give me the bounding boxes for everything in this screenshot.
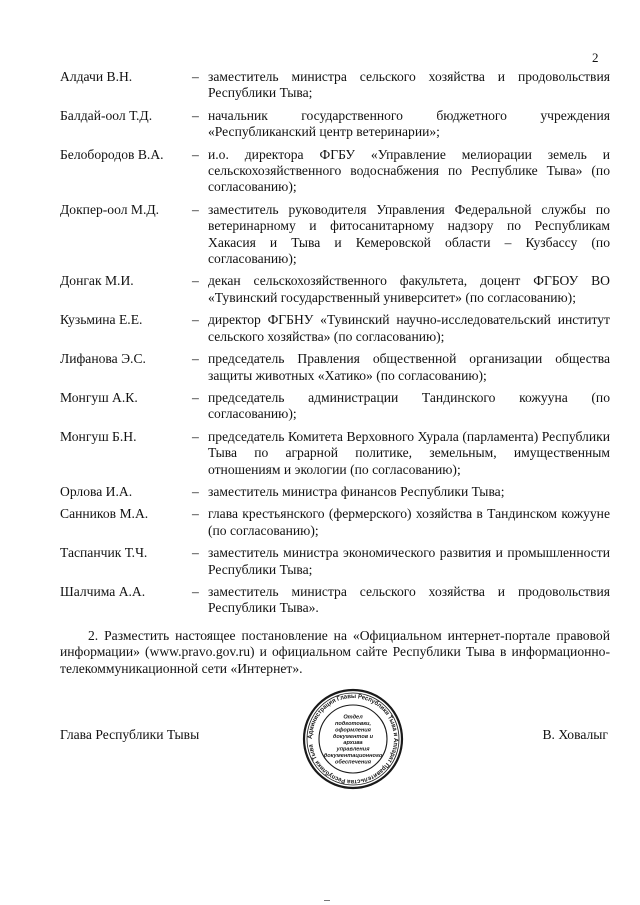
member-row <box>60 312 610 345</box>
seal-center-text: Отдел подготовки, оформления документов и архива управления документационного обеспечения <box>323 714 383 766</box>
member-row <box>60 351 610 384</box>
member-role: председатель Правления общественной организации общества защиты животных «Хатико» (по согласованию); <box>208 351 610 383</box>
member-role: глава крестьянского (фермерского) хозяйства в Тандинском кожууне (по согласованию); <box>208 506 610 538</box>
member-name: Монгуш Б.Н. <box>60 428 137 444</box>
member-row <box>60 545 610 578</box>
member-role: председатель администрации Тандинского кожууна (по согласованию); <box>208 389 610 422</box>
signature-position: Глава Республики Тывы <box>60 727 200 742</box>
member-name: Монгуш А.К. <box>60 389 138 405</box>
member-name: Докпер-оол М.Д. <box>60 201 160 217</box>
member-dash: – <box>192 312 199 328</box>
member-dash: – <box>192 107 199 123</box>
member-role: начальник государственного бюджетного учреждения «Республиканский центр ветеринарии»; <box>208 107 610 140</box>
member-role: заместитель министра сельского хозяйства и продовольствия Республики Тыва». <box>208 583 610 616</box>
member-role: директор ФГБНУ «Тувинский научно-исследовательский институт сельского хозяйства» (по согласованию); <box>208 312 610 344</box>
member-dash: – <box>192 351 199 367</box>
official-seal-icon <box>302 688 404 790</box>
member-dash: – <box>192 69 199 84</box>
member-name: Донгак М.И. <box>60 273 134 289</box>
member-row <box>60 147 610 196</box>
member-name: Таспанчик Т.Ч. <box>60 545 148 561</box>
member-role: и.о. директора ФГБУ «Управление мелиорации земель и сельскохозяйственного водоснабжения по Республике Тыва» (по согласованию); <box>208 146 610 195</box>
point-2-paragraph: 2. Разместить настоящее постановление на «Официальном интернет-портале правовой информации» (www.pravo.gov.ru) и официальном сайте Республики Тыва в информационно-телекоммуникационной сети «Интернет». <box>60 628 610 676</box>
member-dash: – <box>192 273 199 289</box>
member-row <box>60 390 610 423</box>
member-row <box>60 273 610 306</box>
member-name: Алдачи В.Н. <box>60 69 133 84</box>
member-row <box>60 484 610 500</box>
member-role: заместитель министра финансов Республики Тыва; <box>208 483 505 499</box>
member-name: Лифанова Э.С. <box>60 351 146 367</box>
scan-mark <box>324 900 330 901</box>
member-name: Шалчима А.А. <box>60 583 146 599</box>
member-role: председатель Комитета Верховного Хурала (парламента) Республики Тыва по аграрной политике, земельным, имущественным отношениям и экологии (по согласованию); <box>208 428 610 477</box>
member-dash: – <box>192 545 199 561</box>
member-row <box>60 506 610 539</box>
seal-outer-text: Администрация Главы Республики Тыва и Аппарат Правительства Республики Тыва <box>306 692 400 786</box>
signature-name: В. Ховалыг <box>542 727 608 742</box>
member-dash: – <box>192 428 199 444</box>
member-dash: – <box>192 146 199 162</box>
member-name: Балдай-оол Т.Д. <box>60 107 153 123</box>
member-dash: – <box>192 389 199 405</box>
member-row <box>60 108 610 141</box>
member-dash: – <box>192 201 199 217</box>
member-dash: – <box>192 483 199 499</box>
member-name: Орлова И.А. <box>60 483 133 499</box>
member-role: декан сельскохозяйственного факультета, доцент ФГБОУ ВО «Тувинский государственный университет» (по согласованию); <box>208 273 610 305</box>
page-number: 2 <box>592 50 599 65</box>
member-dash: – <box>192 583 199 599</box>
member-role: заместитель министра экономического развития и промышленности Республики Тыва; <box>208 545 610 577</box>
member-row <box>60 584 610 617</box>
member-role: заместитель министра сельского хозяйства и продовольствия Республики Тыва; <box>208 69 610 101</box>
member-row <box>60 69 610 102</box>
member-name: Санников М.А. <box>60 506 149 522</box>
member-name: Кузьмина Е.Е. <box>60 312 143 328</box>
member-row <box>60 202 610 268</box>
member-dash: – <box>192 506 199 522</box>
member-role: заместитель руководителя Управления Федеральной службы по ветеринарному и фитосанитарному надзору по Республикам Хакасия и Тыва и Кемеровской области – Кузбассу (по согласованию); <box>208 201 610 267</box>
member-row <box>60 429 610 478</box>
member-name: Белобородов В.А. <box>60 146 164 162</box>
member-list <box>60 69 610 623</box>
